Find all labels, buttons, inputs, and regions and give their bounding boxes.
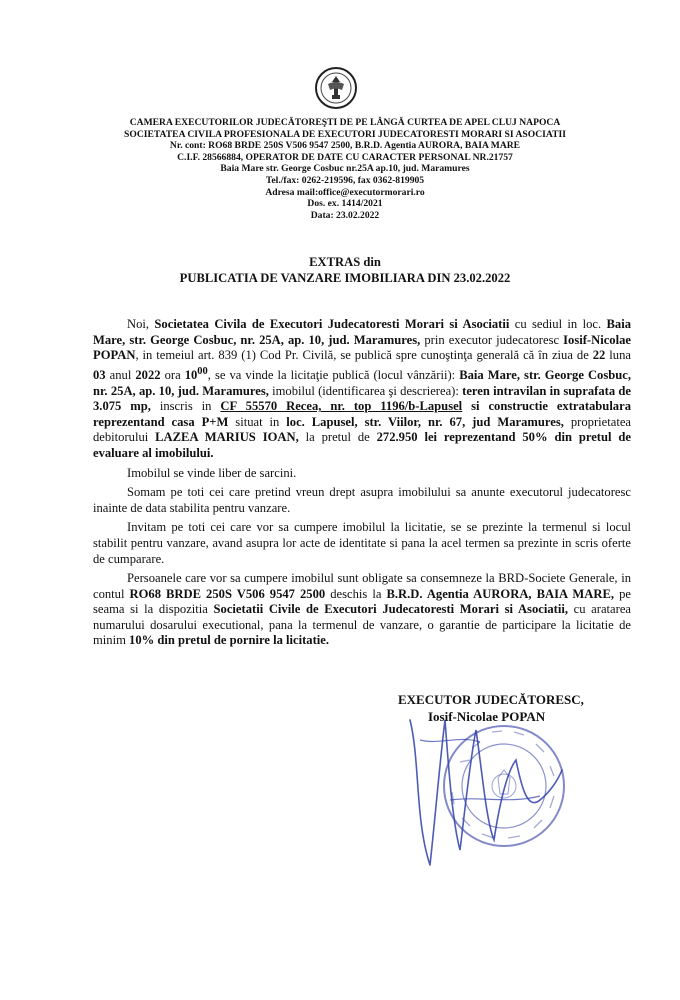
text-segment: imobilul (identificarea şi descrierea): bbox=[268, 383, 463, 398]
signer-name: Iosif-Nicolae POPAN bbox=[428, 709, 546, 724]
text-segment: , se va vinde la licitaţie publică (locul vânzării): bbox=[207, 367, 460, 382]
text-segment: la pretul de bbox=[298, 430, 377, 445]
executor-name: Iosif-Nicolae POPAN bbox=[93, 332, 631, 363]
text-segment: Noi, bbox=[127, 317, 155, 331]
bank-account: RO68 BRDE 250S V506 9547 2500 bbox=[129, 586, 326, 601]
header-line-address: Baia Mare str. George Cosbuc nr.25A ap.10, jud. Maramures bbox=[220, 163, 470, 175]
coat-of-arms-logo bbox=[314, 66, 358, 110]
auction-month: 03 bbox=[93, 367, 106, 382]
company-name: Societatii Civile de Executori Judecatoresti Morari si Asociatii, bbox=[213, 602, 568, 617]
bank-branch: B.R.D. Agentia AURORA, BAIA MARE, bbox=[386, 586, 615, 601]
header-line-account: Nr. cont: RO68 BRDE 250S V506 9547 2500, B.R.D. Agentia AURORA, BAIA MARE bbox=[169, 140, 521, 152]
text-segment: prin executor judecatoresc bbox=[420, 332, 564, 347]
company-name: Societatea Civila de Executori Judecatoresti Morari si Asociatii bbox=[154, 317, 510, 331]
text-segment: inscris in bbox=[150, 399, 221, 414]
header-line-chamber: CAMERA EXECUTORILOR JUDECĂTOREŞTI DE PE LÂNGĂ CURTEA DE APEL CLUJ NAPOCA bbox=[129, 117, 561, 128]
text-segment: deschis la bbox=[325, 586, 387, 601]
title-line-1: EXTRAS din bbox=[309, 255, 381, 269]
paragraph-invitation: Invitam pe toti cei care vor sa cumpere imobilul la licitatie, se se prezinte la termenul si locul stabilit pentru vanzare, avand asupra lor acte de identitate si pana la acel termen sa prezinte in scris oferte de cumparare. bbox=[93, 520, 631, 566]
auction-hour: 10 bbox=[184, 367, 198, 382]
signer-role: EXECUTOR JUDECĂTORESC, bbox=[398, 692, 584, 707]
company-address: Baia Mare, str. George Cosbuc, nr. 25A, ap. 10, jud. Maramures, bbox=[93, 317, 632, 347]
paragraph-free-of-charges: Imobilul se vinde liber de sarcini. bbox=[127, 465, 297, 480]
land-registry-reference: CF 55570 Recea, nr. top 1196/b-Lapusel bbox=[220, 399, 463, 414]
text-segment: cu aratarea numarului dosarului executional, pana la termenul de vanzare, o garantie de participare la licitatie de minim bbox=[93, 602, 632, 648]
auction-year: 2022 bbox=[135, 367, 161, 382]
header-line-date: Data: 23.02.2022 bbox=[310, 209, 380, 221]
document-body bbox=[93, 317, 631, 653]
deposit-percentage: 10% din pretul de pornire la licitatie. bbox=[129, 633, 330, 648]
text-segment: proprietatea debitorului bbox=[93, 414, 631, 445]
signature-block bbox=[398, 691, 638, 725]
sale-price: 272.950 lei reprezentand 50% din pretul de evaluare al imobilului. bbox=[93, 430, 631, 460]
header-line-phone: Tel./fax: 0262-219596, fax 0362-819905 bbox=[265, 174, 425, 186]
text-segment: pe seama si la dispozitia bbox=[93, 586, 631, 617]
auction-day: 22 bbox=[592, 348, 606, 363]
text-segment: Persoanele care vor sa cumpere imobilul sunt obligate sa consemneze la BRD-Societe Generale, in contul bbox=[93, 571, 631, 601]
paragraph-announcement bbox=[93, 317, 631, 462]
paragraph-deposit bbox=[93, 571, 631, 649]
header-line-file-number: Dos. ex. 1414/2021 bbox=[307, 198, 383, 210]
text-segment: ora bbox=[160, 367, 185, 382]
property-description: teren intravilan in suprafata de 3.075 mp, bbox=[93, 383, 631, 414]
debtor-name: LAZEA MARIUS IOAN, bbox=[155, 430, 299, 445]
property-location: loc. Lapusel, str. Viilor, nr. 67, jud Maramures, bbox=[286, 414, 564, 429]
header-line-society: SOCIETATEA CIVILA PROFESIONALA DE EXECUTORI JUDECATORESTI MORARI SI ASOCIATII bbox=[124, 128, 566, 140]
auction-minutes: 00 bbox=[197, 365, 208, 377]
text-segment: , in temeiul art. 839 (1) Cod Pr. Civilă, se publică spre cunoştinţa generală că în ziua de bbox=[135, 348, 593, 363]
title-line-2: PUBLICATIA DE VANZARE IMOBILIARA DIN 23.02.2022 bbox=[179, 270, 511, 285]
header-line-cif: C.I.F. 28566884, OPERATOR DE DATE CU CARACTER PERSONAL NR.21757 bbox=[177, 151, 513, 163]
header-line-email: Adresa mail:office@executormorari.ro bbox=[265, 186, 425, 198]
document-header bbox=[60, 117, 630, 221]
document-title bbox=[60, 255, 630, 286]
handwritten-signature bbox=[390, 700, 570, 870]
text-segment: luna bbox=[605, 348, 631, 363]
text-segment: anul bbox=[105, 367, 136, 382]
auction-location: Baia Mare, str. George Cosbuc, nr. 25A, ap. 10, jud. Maramures, bbox=[93, 367, 631, 398]
text-segment: cu sediul in loc. bbox=[509, 317, 607, 331]
text-segment: situat in bbox=[228, 414, 287, 429]
paragraph-summons: Somam pe toti cei care pretind vreun drept asupra imobilului sa anunte executorul judecatoresc inainte de data stabilita pentru vanzare. bbox=[93, 485, 631, 515]
construction-description: si constructie extratabulara reprezentand casa P+M bbox=[93, 399, 631, 429]
